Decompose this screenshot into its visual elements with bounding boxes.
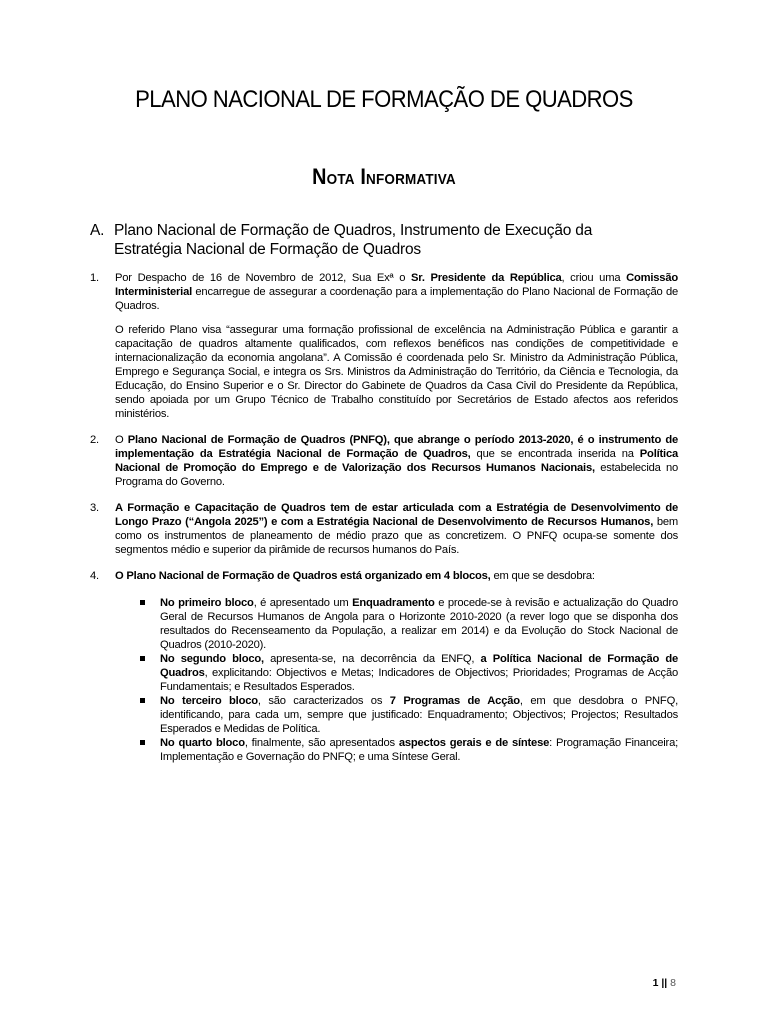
page-total: 8 (670, 977, 676, 989)
paragraph: O referido Plano visa “assegurar uma formação profissional de excelência na Administração Pública e garantir a capacitação de quadros altamente qualificados, com reflexos benéficos nas condições de competitividade e internacionalização da economia angolana”. A Comissão é coordenada pelo Sr. Ministro da Administração Pública, Emprego e Segurança Social, e integra os Srs. Ministros da Administração do Território, da Ciência e Tecnologia, da Educação, do Ensino Superior e o Sr. Director do Gabinete de Quadros da Casa Civil do Presidente da República, sendo apoiada por um Grupo Técnico de Trabalho constituído por Secretários de Estado afectos aos referidos ministérios. (115, 324, 678, 420)
paragraph: O Plano Nacional de Formação de Quadros (PNFQ), que abrange o período 2013-2020, é o instrumento de implementação da Estratégia Nacional de Formação de Quadros, que se encontrada inserida na Política Nacional de Promoção do Emprego e de Valorização dos Recursos Humanos Nacionais, estabelecida no Programa do Governo. (115, 434, 679, 488)
page-number: 1 (652, 977, 659, 989)
item-body (115, 501, 678, 557)
content-body (90, 271, 678, 776)
page-footer (653, 977, 676, 989)
section-letter: A. (90, 222, 105, 239)
bullet-item: No terceiro bloco, são caracterizados os 7 Programas de Acção, em que desdobra o PNFQ, identificando, para cada um, sempre que justificado: Enquadramento; Objectivos; Projectos; Resultados Esperados e Medidas de Política. (160, 694, 678, 736)
square-bullet-icon (140, 600, 145, 605)
square-bullet-icon (140, 698, 145, 703)
square-bullet-icon (140, 656, 145, 661)
section-heading-text: Plano Nacional de Formação de Quadros, Instrumento de Execução da Estratégia Nacional de Formação de Quadros (114, 222, 593, 258)
paragraph: Por Despacho de 16 de Novembro de 2012, Sua Exª o Sr. Presidente da República, criou uma Comissão Interministerial encarregue de assegurar a coordenação para a implementação do Plano Nacional de Formação de Quadros. (115, 272, 678, 312)
paragraph: O Plano Nacional de Formação de Quadros está organizado em 4 blocos, em que se desdobra: (115, 570, 595, 582)
item-number: 4. (90, 570, 99, 582)
page-separator: || (658, 977, 671, 989)
paragraph: A Formação e Capacitação de Quadros tem de estar articulada com a Estratégia de Desenvolvimento de Longo Prazo (“Angola 2025”) e com a Estratégia Nacional de Desenvolvimento de Recursos Humanos, bem como os instrumentos de planeamento de médio prazo que as concretizem. O PNFQ ocupa-se somente dos segmentos médio e superior da pirâmide de recursos humanos do País. (115, 502, 678, 556)
item-number: 1. (90, 272, 99, 284)
bullet-list (160, 596, 678, 764)
square-bullet-icon (140, 740, 145, 745)
item-body (115, 433, 678, 489)
bullet-item: No quarto bloco, finalmente, são apresentados aspectos gerais e de síntese: Programação Financeira; Implementação e Governação do PNFQ; e uma Síntese Geral. (160, 736, 678, 764)
list-item (90, 501, 678, 557)
bullet-item: No primeiro bloco, é apresentado um Enquadramento e procede-se à revisão e actualização do Quadro Geral de Recursos Humanos de Angola para o Horizonte 2010-2020 (a rever logo que se disponha dos resultados do Recenseamento da População, a realizar em 2014) e da Evolução do Stock Nacional de Quadros (2010-2020). (160, 596, 678, 652)
item-body (115, 569, 678, 583)
document-title: PLANO NACIONAL DE FORMAÇÃO DE QUADROS (135, 86, 633, 113)
document-subtitle: Nota Informativa (312, 164, 456, 189)
list-item (90, 569, 678, 764)
item-number: 3. (90, 502, 99, 514)
list-item (90, 271, 678, 421)
item-body (115, 271, 678, 421)
section-heading (90, 221, 650, 259)
item-number: 2. (90, 434, 99, 446)
bullet-item: No segundo bloco, apresenta-se, na decorrência da ENFQ, a Política Nacional de Formação de Quadros, explicitando: Objectivos e Metas; Indicadores de Objectivos; Prioridades; Programas de Acção Fundamentais; e Resultados Esperados. (160, 652, 678, 694)
list-item (90, 433, 678, 489)
